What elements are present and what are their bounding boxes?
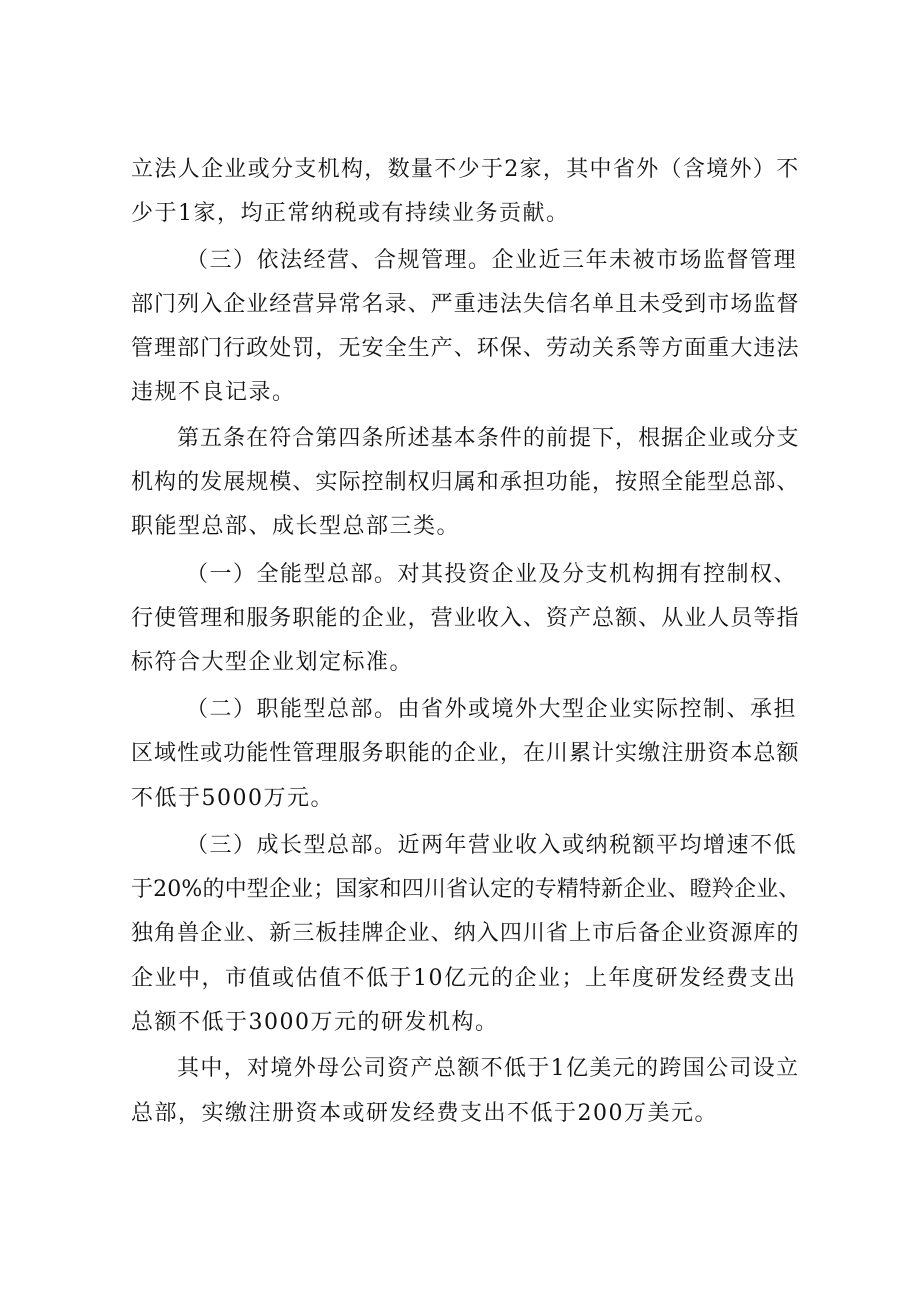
text-line: 标符合大型企业划定标准。 [131,650,414,675]
text-line: 总额不低于3000万元的研发机构。 [131,1010,499,1035]
text-line: 行使管理和服务职能的企业，营业收入、资产总额、从业人员等指 [131,606,800,631]
text-line: 立法人企业或分支机构，数量不少于2家，其中省外（含境外）不 [131,157,800,182]
text-line: 区域性或功能性管理服务职能的企业，在川累计实缴注册资本总额 [131,741,800,766]
text-line: 企业中，市值或估值不低于10亿元的企业；上年度研发经费支出 [131,966,797,991]
text-line: （三）成长型总部。近两年营业收入或纳税额平均增速不低 [186,833,798,858]
text-line: （二）职能型总部。由省外或境外大型企业实际控制、承担 [186,697,798,722]
text-line: 管理部门行政处罚，无安全生产、环保、劳动关系等方面重大违法 [131,336,800,361]
text-line: 职能型总部、成长型总部三类。 [131,514,461,539]
text-line: 不低于5000万元。 [131,786,334,811]
text-line: 其中，对境外母公司资产总额不低于1亿美元的跨国公司设立 [177,1056,800,1081]
text-line: （三）依法经营、合规管理。企业近三年未被市场监督管理 [186,248,798,273]
text-line: 机构的发展规模、实际控制权归属和承担功能，按照全能型总部、 [131,470,800,495]
text-line: 少于1家，均正常纳税或有持续业务贡献。 [131,201,570,226]
text-line: 于20%的中型企业；国家和四川省认定的专精特新企业、瞪羚企业、 [131,877,801,902]
text-line: 违规不良记录。 [131,380,296,405]
text-line: 部门列入企业经营异常名录、严重违法失信名单且未受到市场监督 [131,292,800,317]
text-line: （一）全能型总部。对其投资企业及分支机构拥有控制权、 [186,562,798,587]
text-line: 独角兽企业、新三板挂牌企业、纳入四川省上市后备企业资源库的 [131,921,800,946]
text-line: 总部，实缴注册资本或研发经费支出不低于200万美元。 [131,1101,718,1126]
text-line: 第五条在符合第四条所述基本条件的前提下，根据企业或分支 [177,426,800,451]
